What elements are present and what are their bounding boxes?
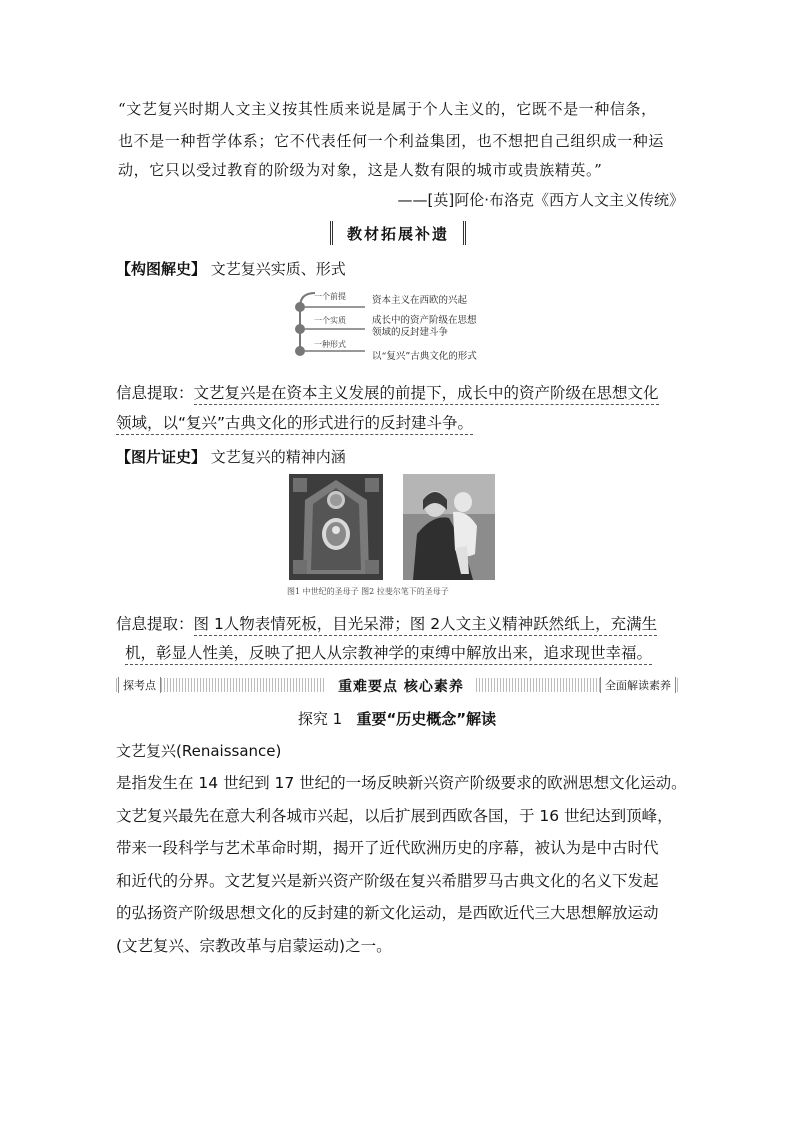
info-text: 图 1人物表情死板，目光呆滞；图 2人文主义精神跃然纸上，充满生 <box>194 615 658 636</box>
paragraph-line: 是指发生在 14 世纪到 17 世纪的一场反映新兴资产阶级要求的欧洲思想文化运动。 <box>116 774 687 792</box>
diagram-key-1: 一个前提 <box>314 292 346 301</box>
info-extract-1-line-1 <box>116 381 659 403</box>
section-heading-images <box>116 446 346 467</box>
quote-line-3: 动，它只以受过教育的阶级为对象，这是人数有限的城市或贵族精英。” <box>118 161 603 179</box>
info-label: 信息提取： <box>116 615 194 633</box>
explore-title: 重要“历史概念”解读 <box>356 710 497 728</box>
section-title: 文艺复兴的精神内涵 <box>210 448 346 466</box>
section-tag: 【图片证史】 <box>116 448 207 466</box>
section-banner: 教材拓展补遗 <box>330 221 466 245</box>
section-heading-structure <box>116 258 346 279</box>
diagram-row-3 <box>295 339 477 362</box>
diagram-key-2: 一个实质 <box>314 316 346 325</box>
paragraph-line: 文艺复兴最先在意大利各城市兴起，以后扩展到西欧各国，于 16 世纪达到顶峰， <box>116 806 673 825</box>
section-divider-bar <box>116 676 678 694</box>
info-text: 机，彰显人性美，反映了把人从宗教神学的束缚中解放出来，追求现世幸福。 <box>125 644 652 665</box>
explore-heading <box>0 708 794 729</box>
explore-prefix: 探究 1 <box>297 710 343 728</box>
info-text: 领域，以“复兴”古典文化的形式进行的反封建斗争。 <box>116 414 473 435</box>
info-extract-2-line-2 <box>125 641 652 663</box>
paragraph-line: 带来一段科学与艺术革命时期，揭开了近代欧洲历史的序幕，被认为是中古时代 <box>116 839 659 857</box>
image-caption: 图1 中世纪的圣母子 图2 拉斐尔笔下的圣母子 <box>287 587 449 596</box>
quote-source: ——[英]阿伦·布洛克《西方人文主义传统》 <box>397 191 684 209</box>
medieval-madonna-image <box>289 474 383 580</box>
section-title: 文艺复兴实质、形式 <box>210 260 346 278</box>
diagram-value-3: 以“复兴”古典文化的形式 <box>372 351 477 362</box>
bar-left-label: 探考点 <box>118 677 161 693</box>
info-label: 信息提取： <box>116 384 194 402</box>
info-text: 文艺复兴是在资本主义发展的前提下，成长中的资产阶级在思想文化 <box>194 384 659 405</box>
diagram-key-3: 一种形式 <box>314 340 346 349</box>
paragraph-line: 和近代的分界。文艺复兴是新兴资产阶级在复兴希腊罗马古典文化的名义下发起 <box>116 871 659 890</box>
diagram-value-2-line-1: 成长中的资产阶级在思想 <box>372 315 477 326</box>
term-title: 文艺复兴(Renaissance) <box>116 742 282 760</box>
bar-right-label: 全面解读素养 <box>600 677 676 693</box>
info-extract-1-line-2 <box>116 411 473 433</box>
raphael-madonna-image <box>403 474 495 580</box>
paragraph-line: (文艺复兴、宗教改革与启蒙运动)之一。 <box>116 936 392 955</box>
info-extract-2-line-1 <box>116 612 657 634</box>
diagram-value-1: 资本主义在西欧的兴起 <box>372 295 468 306</box>
quote-line-2: 也不是一种哲学体系；它不代表任何一个利益集团，也不想把自己组织成一种运 <box>118 132 665 150</box>
bar-middle-label: 重难要点 核心素养 <box>326 676 476 696</box>
diagram-row-1 <box>295 291 468 312</box>
structure-diagram <box>280 285 520 365</box>
diagram-row-2 <box>295 314 477 338</box>
section-tag: 【构图解史】 <box>116 260 207 278</box>
paragraph-line: 的弘扬资产阶级思想文化的反封建的新文化运动，是西欧近代三大思想解放运动 <box>116 904 659 922</box>
diagram-value-2-line-2: 领域的反封建斗争 <box>372 327 449 338</box>
quote-line-1: “文艺复兴时期人文主义按其性质来说是属于个人主义的，它既不是一种信条， <box>118 100 657 118</box>
term-paragraph <box>116 767 686 962</box>
